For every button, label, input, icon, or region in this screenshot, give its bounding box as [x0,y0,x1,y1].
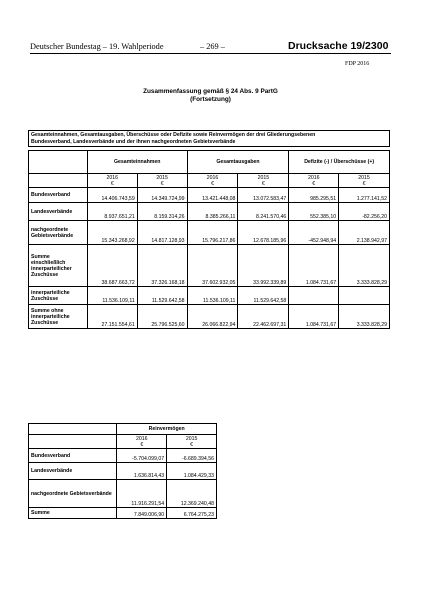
row-label: Landesverbände [29,203,88,221]
cell-value: 13.421.448,08 [187,188,238,203]
cell-value: 14.406.743,59 [87,188,137,203]
column-group-einnahmen: Gesamteinnahmen [87,151,187,174]
header-blank [29,151,88,174]
cell-value: 15.796.217,86 [187,221,238,245]
year-header: 2015 € [238,174,289,188]
cell-value: 14.349.724,99 [137,188,187,203]
cell-value: 27.151.554,61 [87,305,137,329]
year-header: 2015 € [137,174,187,188]
cell-value: 11.536.109,11 [87,287,137,305]
header-blank [29,435,117,449]
table-caption-box [28,130,390,147]
cell-value [289,287,339,305]
row-label: innerparteiliche Zuschüsse [29,287,88,305]
row-label: Bundesverband [29,188,88,203]
cell-value: 1.084.731,67 [289,305,339,329]
cell-value [339,287,390,305]
cell-value: 1.084.731,67 [289,245,339,287]
running-header-left: Deutscher Bundestag – 19. Wahlperiode [30,42,164,51]
row-label: Landesverbände [29,463,117,480]
row-label: nachgeordnete Gebietsverbände [29,480,117,508]
table-row [29,480,217,508]
cell-value: 33.992.339,89 [238,245,289,287]
cell-value: 6.764.275,23 [167,508,217,519]
party-year-label: FDP 2016 [345,61,370,67]
cell-value: 8.937.651,21 [87,203,137,221]
header-blank [29,174,88,188]
reinvermoegen-table [28,423,217,519]
cell-value: -452.948,94 [289,221,339,245]
cell-value: -82.256,20 [339,203,390,221]
cell-value: 8.241.570,46 [238,203,289,221]
column-group-saldo: Defizite (-) / Überschüsse (+) [289,151,390,174]
table-row [29,449,217,463]
row-label: Bundesverband [29,449,117,463]
cell-value: 1.277.141,52 [339,188,390,203]
row-label: Summe [29,508,117,519]
page-number: – 269 – [200,42,225,51]
caption-line-2: Bundesverband, Landesverbände und der ihnen nachgeordneten Gebietsverbände [31,139,236,145]
table-row [29,188,390,203]
table-row [29,305,390,329]
cell-value: 15.343.268,92 [87,221,137,245]
year-header: 2015 € [339,174,390,188]
cell-value: 8.159.314,26 [137,203,187,221]
row-label: Summe ohne innerparteiliche Zuschüsse [29,305,88,329]
cell-value: 12.369.240,48 [167,480,217,508]
cell-value: 11.536.109,11 [187,287,238,305]
cell-value: 985.295,51 [289,188,339,203]
cell-value: 22.462.697,31 [238,305,289,329]
cell-value: 7.849.006,90 [117,508,167,519]
cell-value: 11.529.642,58 [137,287,187,305]
cell-value: -5.704.099,07 [117,449,167,463]
column-group-reinvermoegen: Reinvermögen [117,424,217,435]
header-rule [30,53,391,54]
table-row [29,203,390,221]
cell-value: 8.385.266,11 [187,203,238,221]
year-header: 2016 € [87,174,137,188]
cell-value: 1.636.814,43 [117,463,167,480]
cell-value: 3.333.828,29 [339,305,390,329]
cell-value: 11.916.291,54 [117,480,167,508]
table-row [29,463,217,480]
cell-value: 2.138.942,97 [339,221,390,245]
cell-value: 26.066.822,94 [187,305,238,329]
cell-value: 11.529.642,58 [238,287,289,305]
table-row [29,245,390,287]
cell-value: 13.072.583,47 [238,188,289,203]
section-subtitle: (Fortsetzung) [190,96,231,103]
section-title: Zusammenfassung gemäß § 24 Abs. 9 PartG [143,88,278,95]
header-blank [29,424,117,435]
year-header: 2016 € [289,174,339,188]
cell-value: 25.796.525,60 [137,305,187,329]
table-row [29,508,217,519]
cell-value: 12.678.185,96 [238,221,289,245]
cell-value: -6.689.394,56 [167,449,217,463]
cell-value: 37.602.932,05 [187,245,238,287]
column-group-ausgaben: Gesamtausgaben [187,151,289,174]
table-row [29,221,390,245]
cell-value: 552.385,10 [289,203,339,221]
cell-value: 3.333.828,29 [339,245,390,287]
drucksache-number: Drucksache 19/2300 [288,40,389,52]
cell-value: 14.817.128,93 [137,221,187,245]
year-header: 2016 € [117,435,167,449]
cell-value: 1.084.429,33 [167,463,217,480]
row-label: Summe einschließlich innerparteilicher Zuschüsse [29,245,88,287]
summary-table [28,150,390,329]
cell-value: 38.687.663,72 [87,245,137,287]
row-label: nachgeordnete Gebietsverbände [29,221,88,245]
caption-line-1: Gesamteinnahmen, Gesamtausgaben, Überschüsse oder Defizite sowie Reinvermögen der drei Gliederungsebenen [31,132,316,138]
year-header: 2015 € [167,435,217,449]
cell-value: 37.326.168,18 [137,245,187,287]
table-row [29,287,390,305]
year-header: 2016 € [187,174,238,188]
